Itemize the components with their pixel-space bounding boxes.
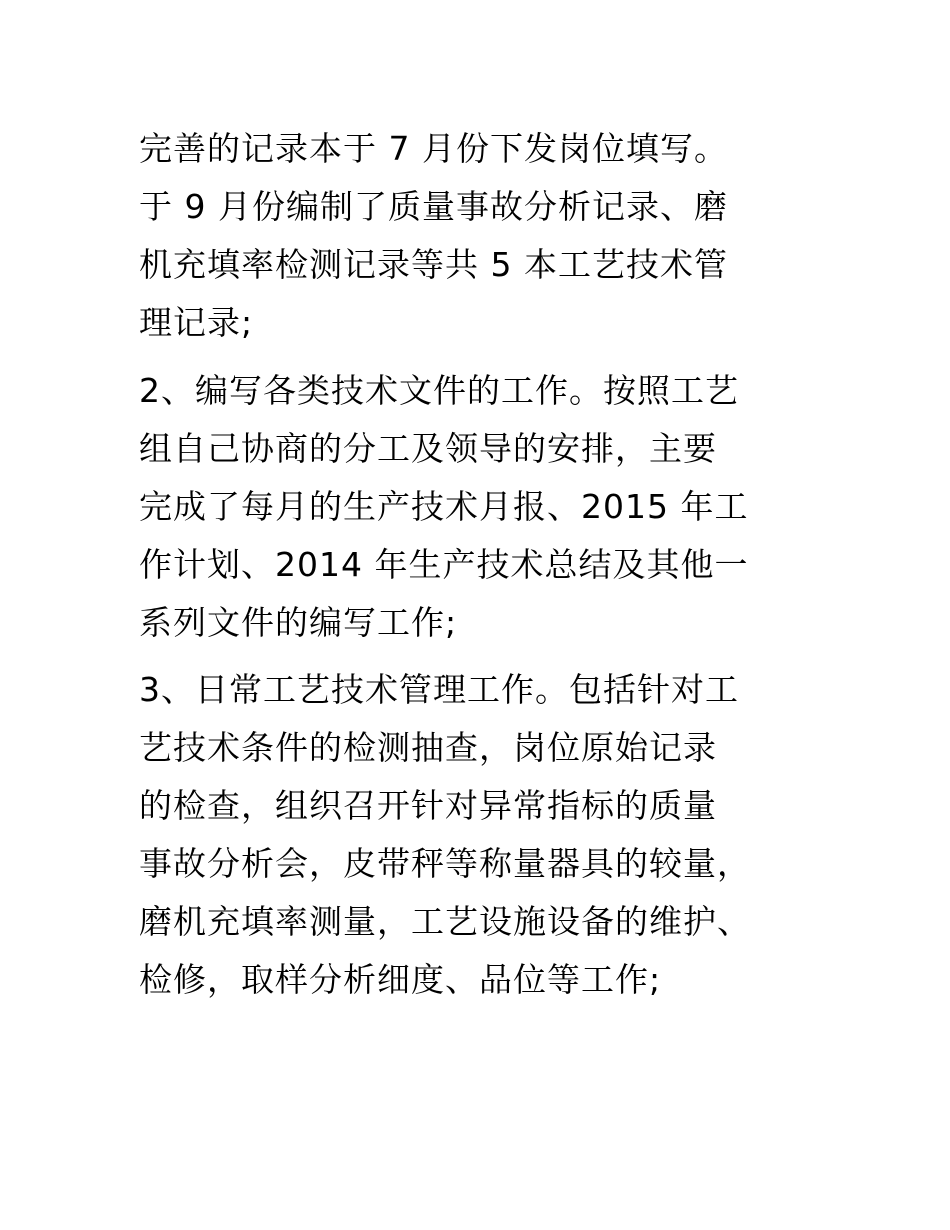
text-line: 磨机充填率测量，工艺设施设备的维护、 [139,902,751,941]
paragraph-record-books [139,120,819,352]
text-line: 完善的记录本于 7 月份下发岗位填写。 [139,129,728,168]
text-line: 组自己协商的分工及领导的安排，主要 [139,429,717,468]
text-line: 事故分析会，皮带秤等称量器具的较量， [139,844,751,883]
text-line: 艺技术条件的检测抽查，岗位原始记录 [139,728,717,767]
text-line: 3、日常工艺技术管理工作。包括针对工 [139,670,739,709]
text-line: 理记录; [139,303,254,342]
text-line: 机充填率检测记录等共 5 本工艺技术管 [139,245,728,284]
text-line: 的检查，组织召开针对异常指标的质量 [139,786,717,825]
text-line: 系列文件的编写工作; [139,603,458,642]
text-line: 完成了每月的生产技术月报、2015 年工 [139,487,749,526]
text-line: 2、编写各类技术文件的工作。按照工艺 [139,371,739,410]
paragraph-daily-management [139,661,819,1009]
text-line: 检修，取样分析细度、品位等工作; [139,960,662,999]
text-line: 作计划、2014 年生产技术总结及其他一 [139,545,749,584]
paragraph-technical-documents [139,362,819,652]
text-line: 于 9 月份编制了质量事故分析记录、磨 [139,187,728,226]
